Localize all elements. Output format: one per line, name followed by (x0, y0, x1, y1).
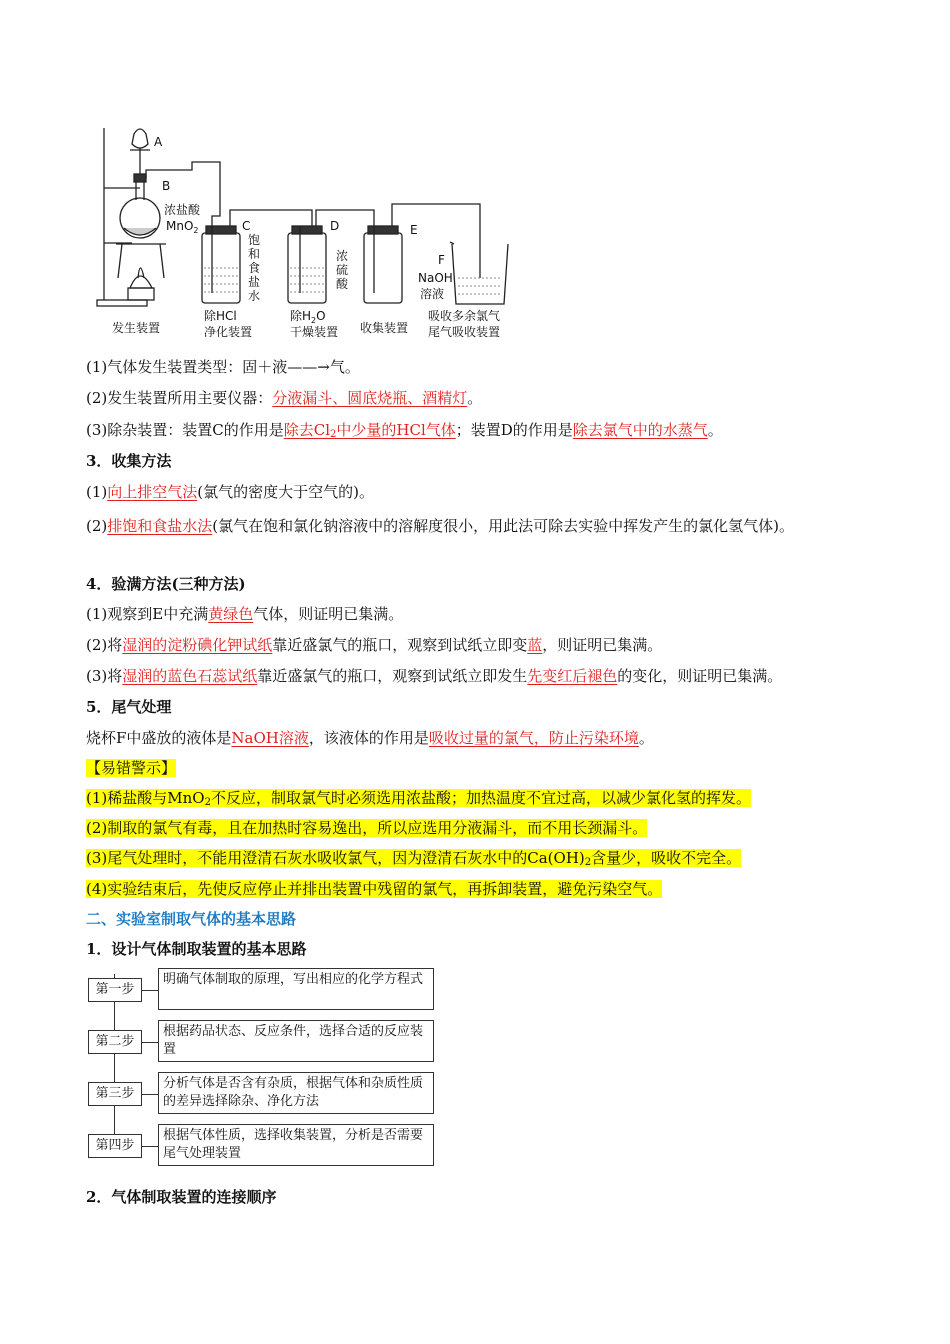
heading-tail-gas: 5．尾气处理 (86, 698, 172, 716)
subheading-design: 1．设计气体制取装置的基本思路 (86, 940, 307, 958)
subheading-connection: 2．气体制取装置的连接顺序 (86, 1188, 277, 1206)
answer-naoh: NaOH溶液 (231, 729, 309, 747)
label-solution: 溶液 (420, 287, 445, 301)
caption-absorb-1: 吸收多余氯气 (428, 309, 501, 323)
label-naoh: NaOH (418, 271, 453, 285)
caption-absorb-2: 尾气吸收装置 (428, 325, 501, 339)
step-1-desc: 明确气体制取的原理，写出相应的化学方程式 (158, 968, 434, 1010)
generator-type: (1)气体发生装置类型：固＋液——→气。 (86, 358, 360, 376)
label-e: E (410, 223, 418, 237)
label-sat-salt-3: 食 (248, 261, 261, 275)
warning-2: (2)制取的氯气有毒，且在加热时容易逸出，所以应选用分液漏斗，而不用长颈漏斗。 (86, 819, 648, 837)
answer-instruments: 分液漏斗、圆底烧瓶、酒精灯 (272, 389, 468, 407)
step-3-desc: 分析气体是否含有杂质，根据气体和杂质性质的差异选择除杂、净化方法 (158, 1072, 434, 1114)
main-instruments: (2)发生装置所用主要仪器：分液漏斗、圆底烧瓶、酒精灯。 (86, 389, 483, 407)
label-f: F (438, 253, 445, 267)
step-4-desc: 根据气体性质，选择收集装置，分析是否需要尾气处理装置 (158, 1124, 434, 1166)
arm-4 (142, 1146, 158, 1147)
answer-c-role: 除去$Cl_2$中少量的HCl气体 (283, 421, 456, 440)
label-h2so4-1: 浓 (336, 249, 349, 263)
warning-3: (3)尾气处理时，不能用澄清石灰水吸收氯气，因为澄清石灰水中的$Ca(OH)_2$含量少，吸收不完全。 (86, 849, 742, 868)
label-mno2: MnO$_2$ (166, 219, 199, 235)
label-h2so4-2: 硫 (336, 263, 349, 277)
apparatus-diagram (92, 118, 522, 350)
answer-blue: 蓝 (527, 636, 543, 654)
answer-d-role: 除去氯气中的水蒸气 (572, 421, 708, 439)
section-2-title: 二、实验室制取气体的基本思路 (86, 910, 297, 928)
check-method-2: (2)将湿润的淀粉碘化钾试纸靠近盛氯气的瓶口，观察到试纸立即变蓝，则证明已集满。 (86, 636, 663, 654)
arm-3 (142, 1094, 158, 1095)
check-method-3: (3)将湿润的蓝色石蕊试纸靠近盛氯气的瓶口，观察到试纸立即发生先变红后褪色的变化，则证明已集满。 (86, 667, 783, 685)
answer-brine: 排饱和食盐水法 (107, 517, 213, 535)
heading-full-check: 4．验满方法(三种方法) (86, 575, 246, 593)
label-conc-hcl: 浓盐酸 (164, 203, 201, 217)
arm-2 (142, 1042, 158, 1043)
collect-method-2: (2)排饱和食盐水法(氯气在饱和氯化钠溶液中的溶解度很小，用此法可除去实验中挥发产生的氯化氢气体)。 (86, 517, 794, 535)
label-sat-salt-4: 盐 (248, 275, 261, 289)
step-2: 第二步 (88, 1030, 142, 1054)
warning-4: (4)实验结束后，先使反应停止并排出装置中残留的氯气，再拆卸装置，避免污染空气。 (86, 880, 663, 898)
tail-gas-text: 烧杯F中盛放的液体是NaOH溶液，该液体的作用是吸收过量的氯气，防止污染环境。 (86, 729, 654, 747)
label-sat-salt-5: 水 (248, 289, 261, 303)
label-c: C (242, 219, 251, 233)
step-3: 第三步 (88, 1082, 142, 1106)
answer-absorb-purpose: 吸收过量的氯气，防止污染环境 (428, 729, 639, 747)
step-2-desc: 根据药品状态、反应条件，选择合适的反应装置 (158, 1020, 434, 1062)
heading-collection: 3．收集方法 (86, 452, 172, 470)
check-method-1: (1)观察到E中充满黄绿色气体，则证明已集满。 (86, 605, 404, 623)
arm-1 (142, 990, 158, 991)
step-1: 第一步 (88, 978, 142, 1002)
caption-collect: 收集装置 (360, 321, 409, 335)
label-b: B (162, 179, 171, 193)
label-a: A (154, 135, 163, 149)
design-flowchart (86, 962, 446, 1172)
caption-generator: 发生装置 (112, 321, 161, 335)
answer-red-then-bleach: 先变红后褪色 (527, 667, 618, 685)
caption-dry-1: 除$H_2O$ (290, 309, 326, 325)
warning-1: (1)稀盐酸与MnO$_2$不反应，制取氯气时必须选用浓盐酸；加热温度不宜过高，以减少氯化氢的挥发。 (86, 789, 751, 808)
label-d: D (330, 219, 340, 233)
caption-purify-1: 除HCl (204, 309, 237, 323)
caption-purify-2: 净化装置 (204, 325, 253, 339)
purification-devices: (3)除杂装置：装置C的作用是除去$Cl_2$中少量的HCl气体；装置D的作用是除去氯气中的水蒸气。 (86, 421, 723, 440)
label-sat-salt-2: 和 (248, 247, 261, 261)
answer-upward-air: 向上排空气法 (107, 483, 198, 501)
answer-yellow-green: 黄绿色 (208, 605, 254, 623)
warning-title: 【易错警示】 (86, 759, 177, 777)
label-h2so4-3: 酸 (336, 277, 349, 291)
answer-litmus-paper: 湿润的蓝色石蕊试纸 (122, 667, 258, 685)
caption-dry-2: 干燥装置 (290, 325, 339, 339)
answer-ki-paper: 湿润的淀粉碘化钾试纸 (122, 636, 273, 654)
label-sat-salt-1: 饱 (248, 233, 261, 247)
step-4: 第四步 (88, 1134, 142, 1158)
collect-method-1: (1)向上排空气法(氯气的密度大于空气的)。 (86, 483, 374, 501)
